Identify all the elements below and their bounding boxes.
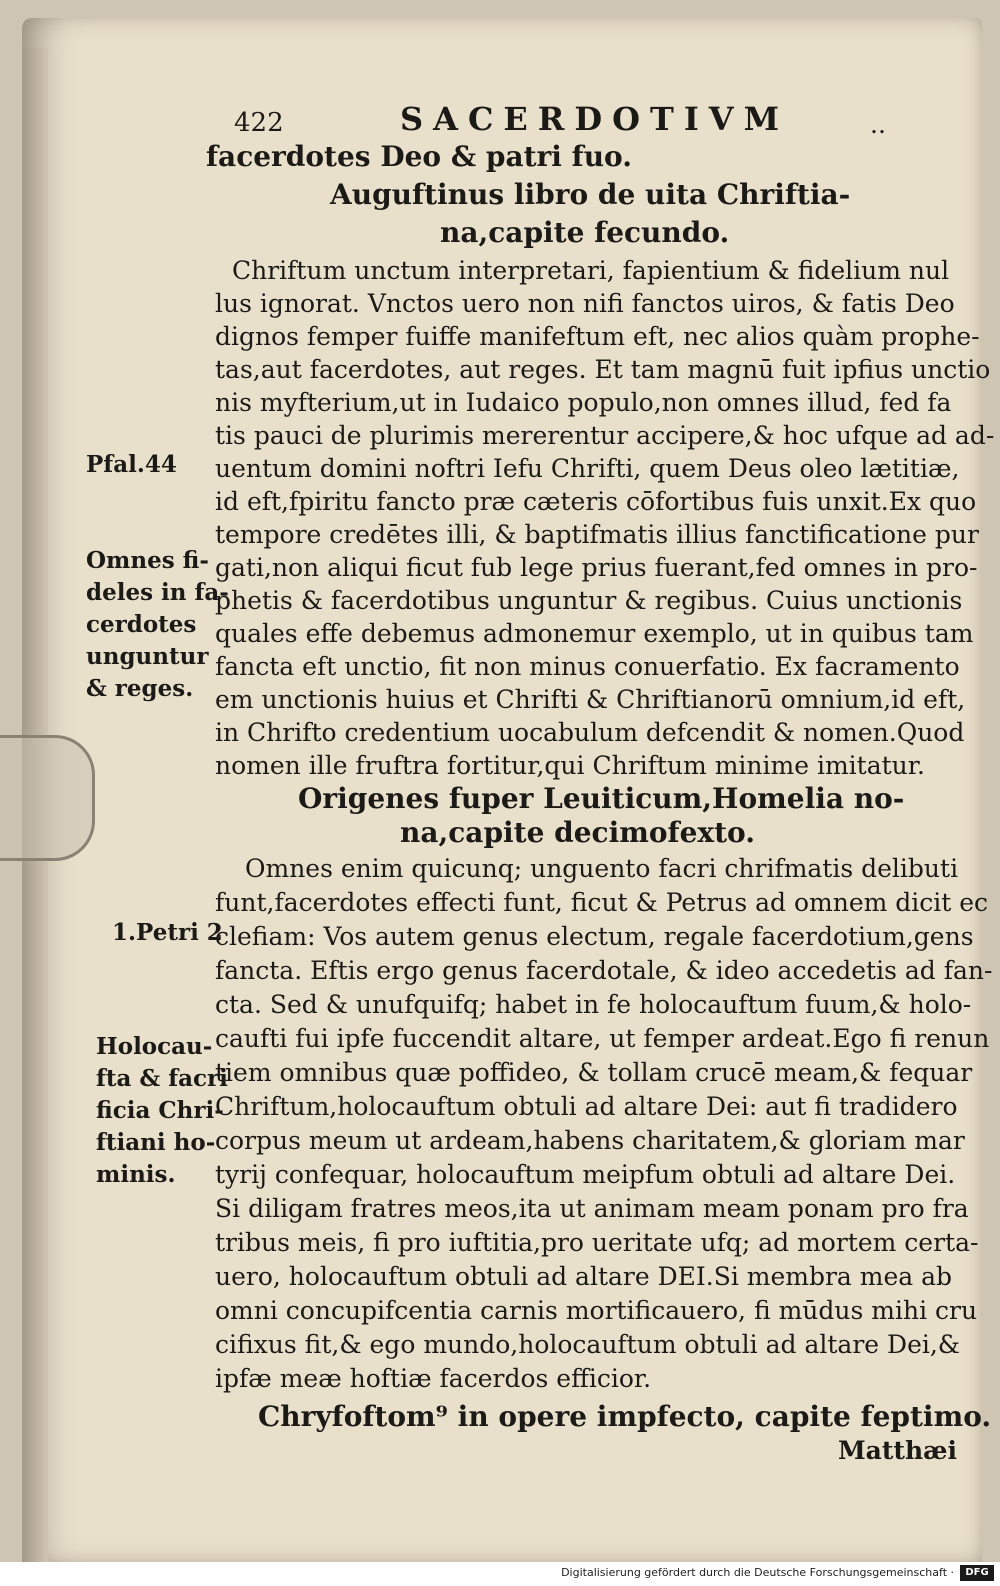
body-line-23: clefiam: Vos autem genus electum, regale facerdotium,gens xyxy=(215,922,974,951)
dfg-logo: DFG xyxy=(960,1565,994,1581)
catchword: Matthæi xyxy=(838,1436,958,1465)
body-line-8: tis pauci de plurimis mererentur accipere,& hoc ufque ad ad- xyxy=(215,421,995,450)
footer-bar xyxy=(0,1562,1000,1586)
body-line-16: em unctionis huius et Chrifti & Chriftianorū omnium,id eft, xyxy=(215,685,966,714)
margin-note-holocausta: Holocau- fta & facri ficia Chri- ftiani ho- minis. xyxy=(96,1033,228,1188)
body-line-30: tyrij confequar, holocauftum meipfum obtuli ad altare Dei. xyxy=(215,1160,956,1189)
section-heading-augustinus: Auguftinus libro de uita Chriftia- xyxy=(330,178,851,211)
body-line-9: uentum domini noftri Iefu Chrifti, quem Deus oleo lætitiæ, xyxy=(215,454,960,483)
body-line-6: tas,aut facerdotes, aut reges. Et tam magnū fuit ipfius unctio xyxy=(215,355,991,384)
body-line-10: id eft,fpiritu fancto præ cæteris cōfortibus fuis unxit.Ex quo xyxy=(215,487,977,516)
body-line-11: tempore credētes illi, & baptifmatis illius fanctificatione pur xyxy=(215,520,979,549)
body-line-18: nomen ille fruftra fortitur,qui Chriftum minime imitatur. xyxy=(215,751,925,780)
body-line-33: uero, holocauftum obtuli ad altare DEI.Si membra mea ab xyxy=(215,1262,953,1291)
body-line-35: cifixus fit,& ego mundo,holocauftum obtuli ad altare Dei,& xyxy=(215,1330,961,1359)
margin-note-omnes-fideles: Omnes fi- deles in fa- cerdotes unguntur & reges. xyxy=(86,547,229,702)
body-line-7: nis myfterium,ut in Iudaico populo,non omnes illud, fed fa xyxy=(215,388,952,417)
margin-note-petri: 1.Petri 2 xyxy=(112,919,223,946)
running-title: SACERDOTIVM xyxy=(400,100,790,138)
body-line-36: ipfæ meæ hoftiæ facerdos efficior. xyxy=(215,1364,652,1393)
body-line-27: tiem omnibus quæ poffideo, & tollam crucē meam,& fequar xyxy=(215,1058,973,1087)
section-heading-origenes-cont: na,capite decimofexto. xyxy=(400,816,755,849)
body-line-12: gati,non aliqui ficut fub lege prius fuerant,fed omnes in pro- xyxy=(215,553,978,582)
margin-note-psalm: Pfal.44 xyxy=(86,451,177,478)
body-line-17: in Chrifto credentium uocabulum defcendit & nomen.Quod xyxy=(215,718,965,747)
body-line-3: Chriftum unctum interpretari, fapientium & fidelium nul xyxy=(232,256,950,285)
body-line-13: phetis & facerdotibus unguntur & regibus. Cuius unctionis xyxy=(215,586,963,615)
body-line-34: omni concupifcentia carnis mortificauero, fi mūdus mihi cru xyxy=(215,1296,978,1325)
footer-credit: Digitalisierung gefördert durch die Deutsche Forschungsgemeinschaft · xyxy=(561,1566,954,1579)
body-line-26: caufti fui ipfe fuccendit altare, ut femper ardeat.Ego fi renun xyxy=(215,1024,990,1053)
body-line-15: fancta eft unctio, fit non minus conuerfatio. Ex facramento xyxy=(215,652,960,681)
body-line-0: facerdotes Deo & patri fuo. xyxy=(206,140,632,173)
page-number: 422 xyxy=(234,108,284,138)
body-line-28: Chriftum,holocauftum obtuli ad altare Dei: aut fi tradidero xyxy=(215,1092,958,1121)
section-heading-augustinus-cont: na,capite fecundo. xyxy=(440,216,730,249)
body-line-5: dignos femper fuiffe manifeftum eft, nec alios quàm prophe- xyxy=(215,322,980,351)
page-clip xyxy=(0,735,95,861)
body-line-29: corpus meum ut ardeam,habens charitatem,& gloriam mar xyxy=(215,1126,965,1155)
body-line-25: cta. Sed & unufquifq; habet in fe holocauftum fuum,& holo- xyxy=(215,990,972,1019)
body-line-31: Si diligam fratres meos,ita ut animam meam ponam pro fra xyxy=(215,1194,969,1223)
body-line-21: Omnes enim quicunq; unguento facri chrifmatis delibuti xyxy=(245,854,959,883)
section-heading-origenes: Origenes fuper Leuiticum,Homelia no- xyxy=(298,782,905,815)
body-line-4: lus ignorat. Vnctos uero non nifi fanctos uiros, & fatis Deo xyxy=(215,289,955,318)
body-line-32: tribus meis, fi pro iuftitia,pro ueritate ufq; ad mortem certa- xyxy=(215,1228,979,1257)
body-line-14: quales effe debemus admonemur exemplo, ut in quibus tam xyxy=(215,619,974,648)
body-line-22: funt,facerdotes effecti funt, ficut & Petrus ad omnem dicit ec xyxy=(215,888,989,917)
body-line-24: fancta. Eftis ergo genus facerdotale, & ideo accedetis ad fan- xyxy=(215,956,993,985)
section-heading-chrysostom: Chryfoftom⁹ in opere impfecto, capite feptimo. xyxy=(258,1400,992,1433)
header-dots: .. xyxy=(870,110,886,139)
